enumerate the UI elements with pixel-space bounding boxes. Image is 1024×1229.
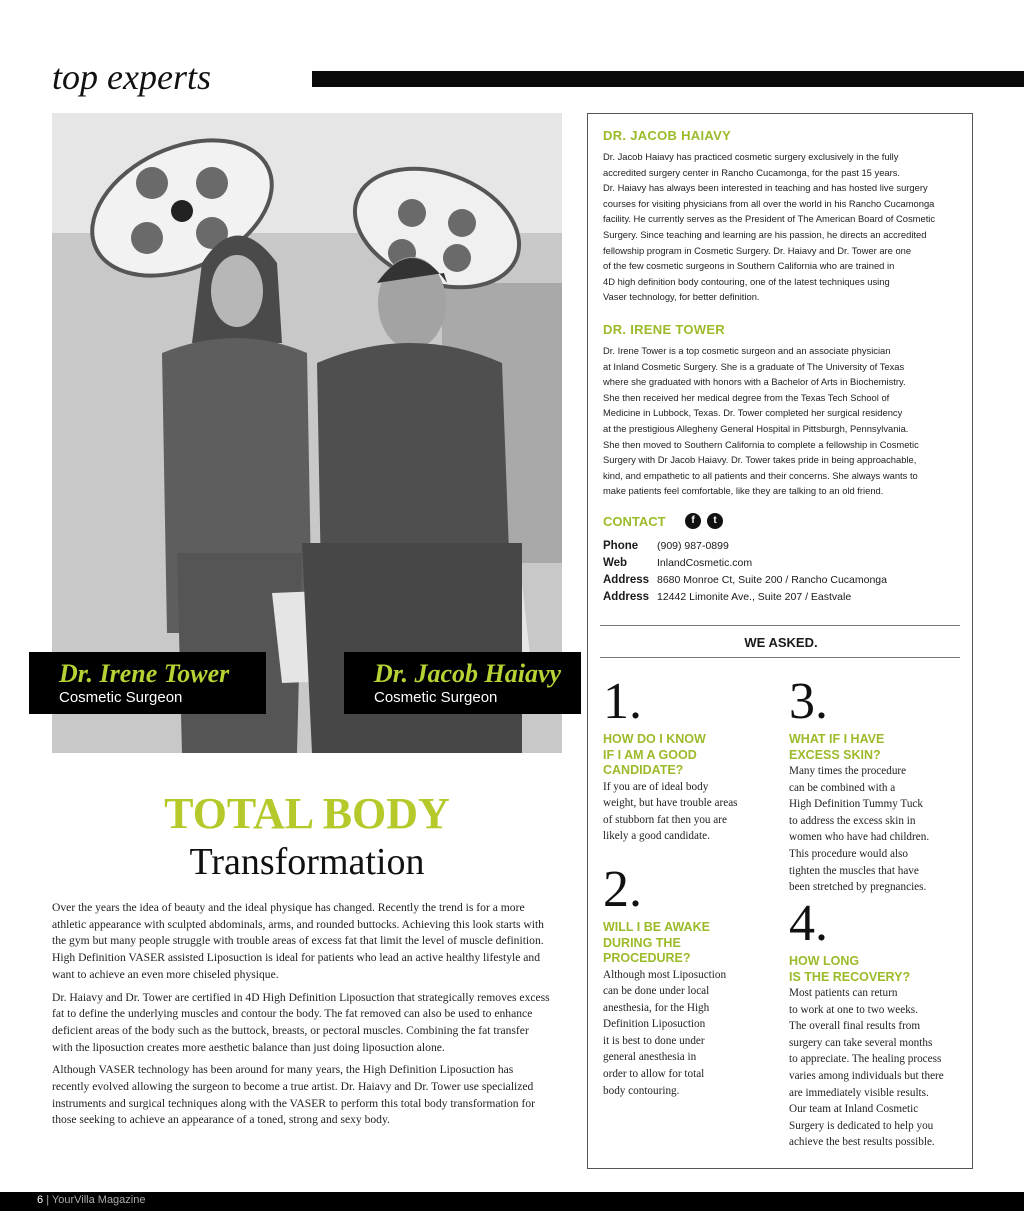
faq-answer: Most patients can return to work at one to two weeks. The overall final results from surgery can take several months to appreciate. The healing process varies among individuals but there are immediately visible results. Our team at Inland Cosmetic Surgery is dedicated to help you achieve the best results possible.	[789, 987, 944, 1149]
faq-answer: Many times the procedure can be combined with a High Definition Tummy Tuck to address the excess skin in women who have had children. This procedure would also tighten the muscles that have been stretched by pregnancies.	[789, 765, 930, 894]
name-card-irene-tower	[29, 652, 266, 714]
faq-number: 2.	[603, 861, 642, 918]
person-role: Cosmetic Surgeon	[374, 689, 498, 706]
doctor-heading-tower: DR. IRENE TOWER	[603, 322, 725, 337]
sidebar-panel	[587, 113, 973, 1169]
article-paragraph: Over the years the idea of beauty and the ideal physique has changed. Recently the trend is for a more athletic appearance with sculpted abdominals, arms, and rounded buttocks. Achieving this look starts with the gym but many people struggle with trouble areas of excess fat that limit the level of muscle definition. High Definition VASER assisted Liposuction is ideal for patients who lead an active healthy lifestyle and want to achieve an even more chiseled physique.	[52, 901, 544, 981]
twitter-icon[interactable]: t	[707, 513, 723, 529]
headline-line1: TOTAL BODY	[164, 789, 450, 838]
contact-label: Address	[603, 574, 650, 586]
footer-bar	[0, 1192, 1024, 1211]
doctor-heading-haiavy: DR. JACOB HAIAVY	[603, 128, 732, 143]
faq-question: WHAT IF I HAVE EXCESS SKIN?	[789, 732, 885, 762]
person-name: Dr. Irene Tower	[59, 659, 230, 688]
contact-row-web[interactable]	[603, 557, 752, 569]
contact-value: 8680 Monroe Ct, Suite 200 / Rancho Cucamonga	[657, 574, 887, 586]
faq-question: HOW LONG IS THE RECOVERY?	[789, 954, 911, 984]
faq-number: 4.	[789, 895, 828, 952]
contact-value: 12442 Limonite Ave., Suite 207 / Eastvale	[657, 591, 852, 603]
contact-label: Address	[603, 591, 650, 603]
section-title: top experts	[52, 57, 211, 97]
faq-item	[789, 674, 964, 896]
magazine-name: YourVilla Magazine	[51, 1194, 146, 1206]
article-body	[52, 900, 552, 1135]
faq-number: 1.	[603, 673, 642, 730]
faq-number: 3.	[789, 673, 828, 730]
contact-label: Phone	[603, 540, 639, 552]
headline-line2: Transformation	[189, 841, 425, 883]
facebook-icon[interactable]: f	[685, 513, 701, 529]
faq-question: HOW DO I KNOW IF I AM A GOOD CANDIDATE?	[603, 732, 706, 777]
contact-row-address	[603, 574, 887, 586]
person-role: Cosmetic Surgeon	[59, 689, 183, 706]
faq-item	[603, 862, 778, 1099]
contact-value: (909) 987-0899	[657, 540, 729, 552]
doctor-bio-haiavy: Dr. Jacob Haiavy has practiced cosmetic surgery exclusively in the fully accredited surgery center in Rancho Cucamonga, for the past 15 years. Dr. Haiavy has always been interested in teaching and has hosted live surgery courses for visiting physicians from all over the world in his Rancho Cucamonga facility. He currently serves as the President of The American Board of Cosmetic Surgery. Since teaching and learning are his passion, he directs an accredited fellowship program in Cosmetic Surgery. Dr. Haiavy and Dr. Tower are one of the few cosmetic surgeons in Southern California who are trained in 4D high definition body contouring, one of the latest techniques using Vaser technology, for better definition.	[603, 151, 936, 303]
contact-label: Web	[603, 557, 628, 569]
faq-question: WILL I BE AWAKE DURING THE PROCEDURE?	[603, 920, 710, 965]
we-asked-heading: WE ASKED.	[744, 635, 818, 650]
page-number: 6	[37, 1194, 44, 1206]
person-name: Dr. Jacob Haiavy	[374, 659, 562, 688]
divider	[600, 657, 960, 658]
name-card-jacob-haiavy	[344, 652, 581, 714]
divider	[600, 625, 960, 626]
contact-row-phone	[603, 540, 729, 552]
article-paragraph: Although VASER technology has been around for many years, the High Definition Liposuction has recently evolved allowing the surgeon to become a true artist. Dr. Haiavy and Dr. Tower use specialized instruments and surgical techniques along with the VASER to perform this total body transformation for those seeking to achieve an appearance of a toned, strong and sexy body.	[52, 1063, 536, 1127]
article-headline	[52, 788, 562, 884]
footer	[37, 1194, 145, 1206]
contact-value[interactable]: InlandCosmetic.com	[657, 557, 753, 569]
article-paragraph: Dr. Haiavy and Dr. Tower are certified in 4D High Definition Liposuction that strategically removes excess fat to define the underlying muscles and contour the body. The fat removed can also be used to enhance deficient areas of the body such as the buttock, breasts, or pectoral muscles. Combining the fat transfer with the liposuction creates more aesthetic balance than just doing liposuction alone.	[52, 990, 550, 1054]
contact-heading: CONTACT	[603, 514, 666, 529]
faq-item	[789, 896, 964, 1151]
footer-separator: |	[46, 1194, 50, 1206]
faq-answer: Although most Liposuction can be done under local anesthesia, for the High Definition Liposuction it is best to done under general anesthesia in order to allow for total body contouring.	[603, 968, 727, 1097]
contact-row-address	[603, 591, 851, 603]
doctor-bio-tower: Dr. Irene Tower is a top cosmetic surgeon and an associate physician at Inland Cosmetic Surgery. She is a graduate of The University of Texas where she graduated with honors with a Bachelor of Arts in Biochemistry. She then received her medical degree from the Texas Tech School of Medicine in Lubbock, Texas. Dr. Tower completed her surgical residency at the prestigious Allegheny General Hospital in Pittsburgh, Pennsylvania. She then moved to Southern California to complete a fellowship in Cosmetic Surgery with Dr Jacob Haiavy. Dr. Tower takes pride in being approachable, kind, and empathetic to all patients and their concerns. She always wants to make patients feel comfortable, like they are talking to an old friend.	[603, 345, 919, 497]
faq-item	[603, 674, 778, 845]
faq-answer: If you are of ideal body weight, but have trouble areas of stubborn fat then you are likely a good candidate.	[603, 780, 738, 843]
section-title-bar	[312, 71, 1024, 87]
